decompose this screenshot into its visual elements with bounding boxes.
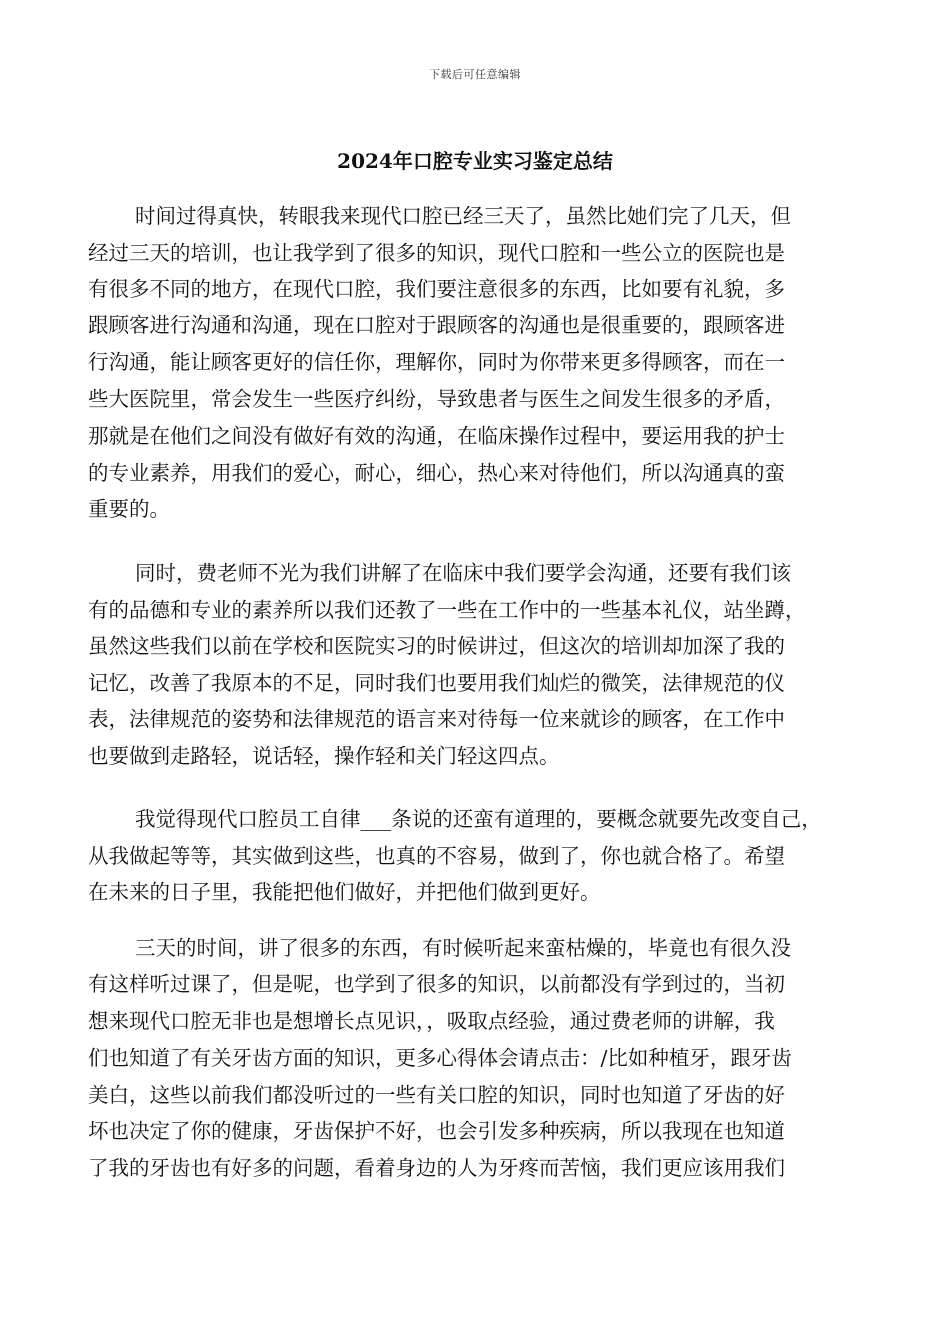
paragraph-2-line-2: 有的品德和专业的素养所以我们还教了一些在工作中的一些基本礼仪，站坐蹲， (88, 598, 806, 622)
paragraph-1-line-5: 行沟通，能让顾客更好的信任你，理解你，同时为你带来更多得顾客，而在一 (88, 350, 785, 374)
paragraph-3-line-1: 我觉得现代口腔员工自律___条说的还蛮有道理的，要概念就要先改变自己， (135, 807, 822, 831)
paragraph-1-line-3: 有很多不同的地方，在现代口腔，我们要注意很多的东西，比如要有礼貌，多 (88, 277, 785, 301)
paragraph-4-line-2: 有这样听过课了，但是呢，也学到了很多的知识，以前都没有学到过的，当初 (88, 972, 785, 996)
paragraph-1-line-9: 重要的。 (88, 497, 170, 521)
paragraph-1-line-1: 时间过得真快，转眼我来现代口腔已经三天了，虽然比她们完了几天，但 (135, 204, 791, 228)
paragraph-1-line-6: 些大医院里，常会发生一些医疗纠纷，导致患者与医生之间发生很多的矛盾， (88, 387, 785, 411)
paragraph-3-line-2: 从我做起等等，其实做到这些，也真的不容易，做到了，你也就合格了。希望 (88, 844, 785, 868)
paragraph-3-line-3: 在未来的日子里，我能把他们做好，并把他们做到更好。 (88, 880, 601, 904)
header-note: 下载后可任意编辑 (429, 68, 521, 81)
paragraph-2-line-3: 虽然这些我们以前在学校和医院实习的时候讲过，但这次的培训却加深了我的 (88, 634, 785, 658)
paragraph-1-line-8: 的专业素养，用我们的爱心，耐心，细心，热心来对待他们，所以沟通真的蛮 (88, 461, 785, 485)
paragraph-1-line-2: 经过三天的培训，也让我学到了很多的知识，现代口腔和一些公立的医院也是 (88, 241, 785, 265)
paragraph-4-line-3: 想来现代口腔无非也是想增长点见识，，吸取点经验，通过费老师的讲解，我 (88, 1009, 775, 1033)
paragraph-4-line-7: 了我的牙齿也有好多的问题，看着身边的人为牙疼而苦恼，我们更应该用我们 (88, 1156, 785, 1180)
paragraph-1-line-7: 那就是在他们之间没有做好有效的沟通，在临床操作过程中，要运用我的护士 (88, 424, 785, 448)
document-title: 2024年口腔专业实习鉴定总结 (337, 149, 613, 173)
paragraph-1-line-4: 跟顾客进行沟通和沟通，现在口腔对于跟顾客的沟通也是很重要的，跟顾客进 (88, 313, 785, 337)
paragraph-4-line-4: 们也知道了有关牙齿方面的知识，更多心得体会请点击：/比如种植牙，跟牙齿 (88, 1046, 792, 1070)
paragraph-4-line-5: 美白，这些以前我们都没听过的一些有关口腔的知识，同时也知道了牙齿的好 (88, 1083, 785, 1107)
paragraph-4-line-1: 三天的时间，讲了很多的东西，有时候听起来蛮枯燥的，毕竟也有很久没 (135, 936, 791, 960)
paragraph-2-line-4: 记忆，改善了我原本的不足，同时我们也要用我们灿烂的微笑，法律规范的仪 (88, 671, 785, 695)
paragraph-4-line-6: 坏也决定了你的健康，牙齿保护不好，也会引发多种疾病，所以我现在也知道 (88, 1119, 785, 1143)
paragraph-2-line-6: 也要做到走路轻，说话轻，操作轻和关门轻这四点。 (88, 744, 560, 768)
paragraph-2-line-5: 表，法律规范的姿势和法律规范的语言来对待每一位来就诊的顾客，在工作中 (88, 707, 785, 731)
paragraph-2-line-1: 同时，费老师不光为我们讲解了在临床中我们要学会沟通，还要有我们该 (135, 561, 791, 585)
